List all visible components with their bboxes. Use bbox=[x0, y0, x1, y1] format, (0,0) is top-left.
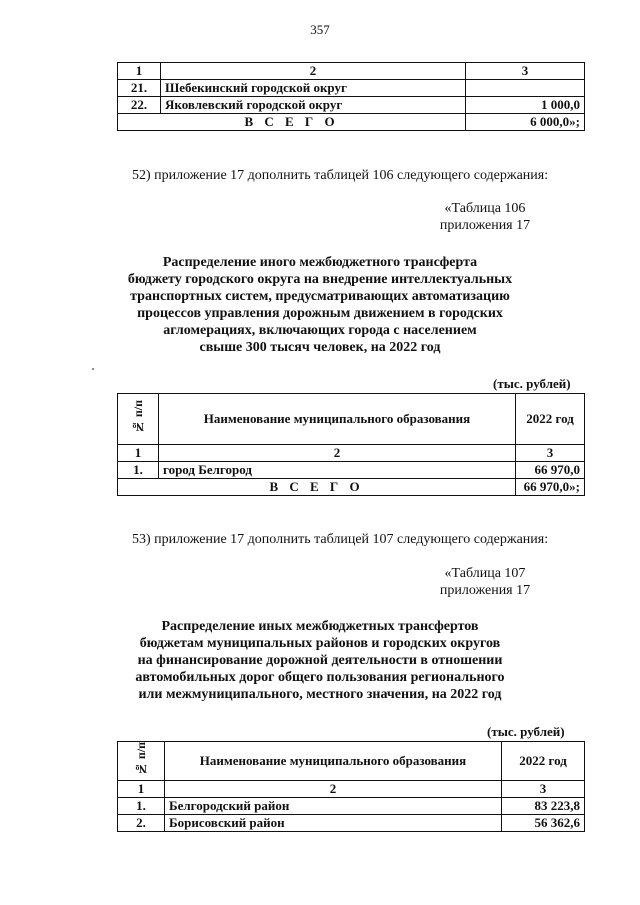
table-106-title bbox=[0, 254, 640, 356]
caption-line: приложения 17 bbox=[439, 218, 531, 233]
header-year: 2022 год bbox=[516, 394, 585, 445]
index-cell: 1 bbox=[118, 445, 159, 462]
title-line: транспортных систем, предусматривающих автоматизацию bbox=[130, 289, 510, 304]
row-name: город Белгород bbox=[159, 462, 516, 479]
row-name: Шебекинский городской округ bbox=[161, 80, 466, 97]
index-cell: 3 bbox=[502, 781, 585, 798]
table-row bbox=[118, 815, 585, 832]
caption-line: «Таблица 106 bbox=[444, 201, 526, 216]
table-index-row bbox=[118, 445, 585, 462]
title-line: на финансирование дорожной деятельности в отношении bbox=[137, 653, 503, 668]
title-line: автомобильных дорог общего пользования регионального bbox=[135, 670, 505, 685]
page-number: 357 bbox=[310, 22, 330, 37]
table-106-caption bbox=[420, 200, 550, 234]
paragraph-52: 52) приложение 17 дополнить таблицей 106 следующего содержания: bbox=[132, 168, 549, 183]
scan-speck bbox=[92, 368, 94, 370]
title-line: агломерациях, включающих города с населением bbox=[163, 323, 477, 338]
row-number: 1. bbox=[118, 462, 159, 479]
table-row bbox=[118, 462, 585, 479]
table-row bbox=[118, 80, 585, 97]
table-index-row bbox=[118, 781, 585, 798]
row-number: 22. bbox=[118, 97, 161, 114]
title-line: бюджету городского округа на внедрение интеллектуальных bbox=[127, 272, 513, 287]
title-line: Распределение иного межбюджетного трансферта bbox=[162, 255, 478, 270]
row-value bbox=[466, 80, 585, 97]
row-value: 56 362,6 bbox=[502, 815, 585, 832]
table-header-row bbox=[118, 63, 585, 80]
header-number bbox=[118, 742, 165, 781]
row-name: Белгородский район bbox=[165, 798, 502, 815]
row-value: 1 000,0 bbox=[466, 97, 585, 114]
table-continuation bbox=[117, 62, 585, 131]
header-number bbox=[118, 394, 159, 445]
table-header-row bbox=[118, 394, 585, 445]
row-name: Яковлевский городской округ bbox=[161, 97, 466, 114]
units-label: (тыс. рублей) bbox=[487, 724, 565, 739]
index-cell: 3 bbox=[516, 445, 585, 462]
header-year: 2022 год bbox=[502, 742, 585, 781]
table-header-row bbox=[118, 742, 585, 781]
header-number-text: № п/п bbox=[131, 399, 145, 435]
index-cell: 1 bbox=[118, 781, 165, 798]
header-number-text: № п/п bbox=[134, 742, 148, 777]
caption-line: «Таблица 107 bbox=[444, 566, 526, 581]
row-number: 2. bbox=[118, 815, 165, 832]
table-106 bbox=[117, 393, 585, 496]
row-number: 1. bbox=[118, 798, 165, 815]
table-107-title bbox=[0, 618, 640, 703]
title-line: свыше 300 тысяч человек, на 2022 год bbox=[199, 340, 441, 355]
total-value: 6 000,0»; bbox=[466, 114, 585, 131]
row-value: 66 970,0 bbox=[516, 462, 585, 479]
title-line: процессов управления дорожным движением в городских bbox=[137, 306, 503, 321]
total-label: В С Е Г О bbox=[118, 479, 516, 496]
total-label: В С Е Г О bbox=[118, 114, 466, 131]
table-row bbox=[118, 798, 585, 815]
title-line: Распределение иных межбюджетных трансфертов bbox=[161, 619, 479, 634]
header-cell: 3 bbox=[466, 63, 585, 80]
paragraph-53: 53) приложение 17 дополнить таблицей 107 следующего содержания: bbox=[132, 532, 549, 547]
index-cell: 2 bbox=[165, 781, 502, 798]
header-cell: 1 bbox=[118, 63, 161, 80]
header-cell: 2 bbox=[161, 63, 466, 80]
title-line: или межмуниципального, местного значения, на 2022 год bbox=[138, 687, 502, 702]
table-107 bbox=[117, 741, 585, 832]
units-label: (тыс. рублей) bbox=[493, 376, 571, 391]
row-value: 83 223,8 bbox=[502, 798, 585, 815]
title-line: бюджетам муниципальных районов и городских округов bbox=[139, 636, 501, 651]
total-row bbox=[118, 479, 585, 496]
index-cell: 2 bbox=[159, 445, 516, 462]
caption-line: приложения 17 bbox=[439, 583, 531, 598]
total-value: 66 970,0»; bbox=[516, 479, 585, 496]
table-107-caption bbox=[420, 565, 550, 599]
table-row bbox=[118, 97, 585, 114]
row-number: 21. bbox=[118, 80, 161, 97]
header-name: Наименование муниципального образования bbox=[159, 394, 516, 445]
total-row bbox=[118, 114, 585, 131]
header-name: Наименование муниципального образования bbox=[165, 742, 502, 781]
row-name: Борисовский район bbox=[165, 815, 502, 832]
